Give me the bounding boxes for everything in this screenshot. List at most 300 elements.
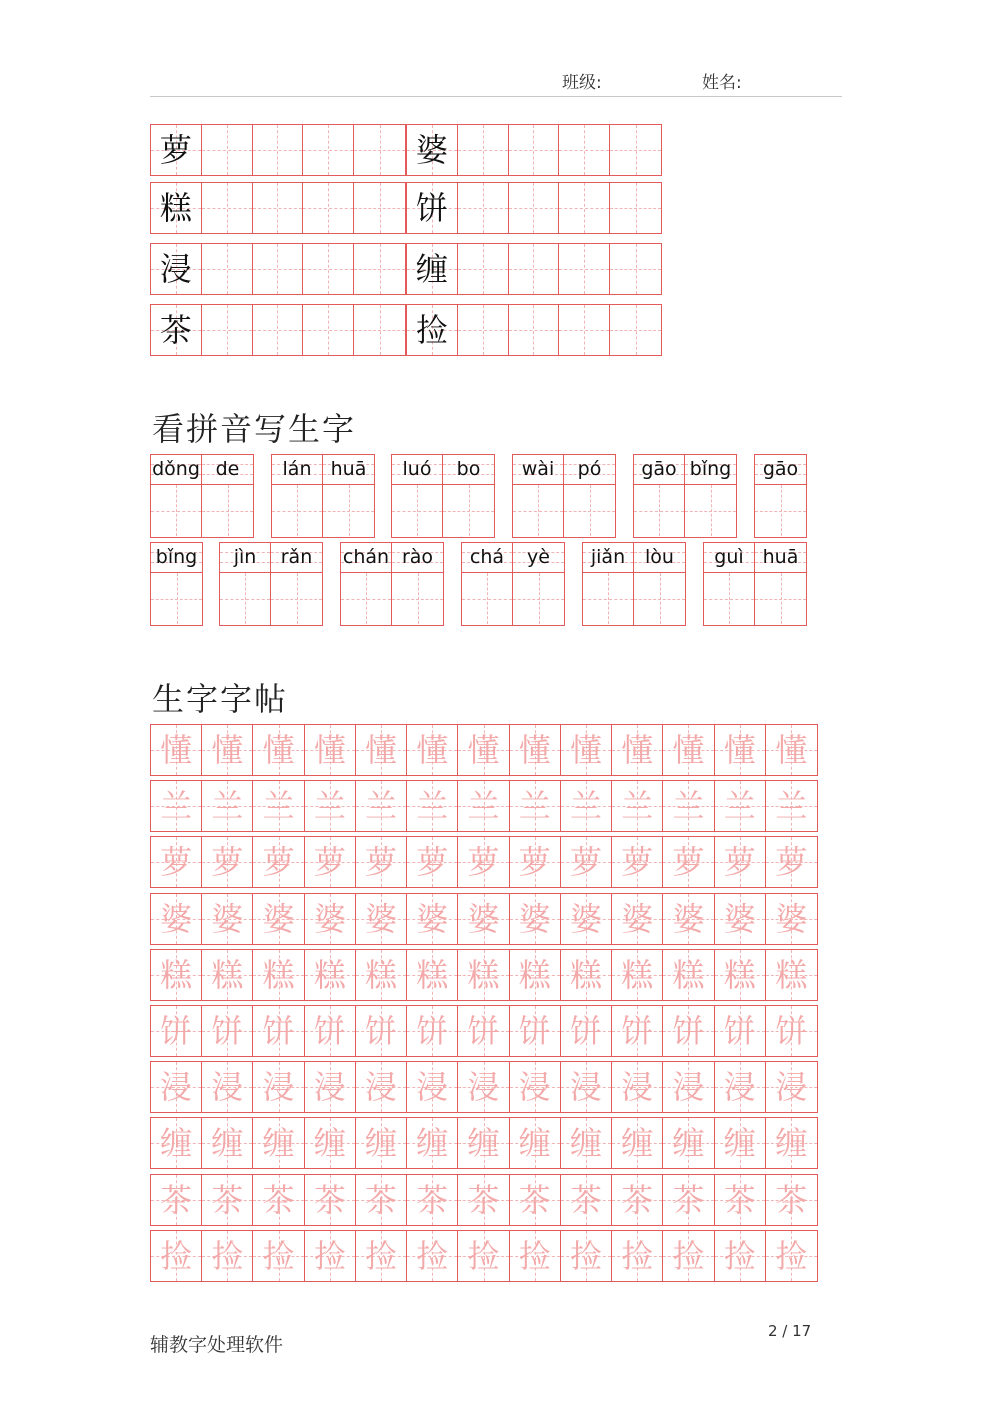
pinyin-syllable: guì <box>714 546 744 568</box>
pinyin-syllable: huā <box>762 546 799 568</box>
copybook-cell[interactable] <box>510 1062 561 1112</box>
copybook-cell[interactable] <box>202 950 253 1000</box>
copybook-cell[interactable] <box>715 1175 766 1225</box>
copybook-cell[interactable] <box>715 725 766 775</box>
pinyin-syllable: wài <box>521 458 555 480</box>
copybook-cell[interactable] <box>356 950 407 1000</box>
answer-cell[interactable] <box>634 485 684 536</box>
answer-cell[interactable] <box>392 573 443 624</box>
tracing-char: 捡 <box>416 1236 449 1275</box>
practice-cell[interactable] <box>509 244 560 294</box>
copybook-cell[interactable] <box>766 837 817 887</box>
pinyin-line <box>564 455 615 485</box>
tracing-char: 饼 <box>262 1012 295 1050</box>
copybook-cell[interactable] <box>151 1062 202 1112</box>
copybook-cell[interactable] <box>561 781 612 831</box>
copybook-cell[interactable] <box>715 894 766 944</box>
copybook-cell[interactable] <box>202 781 253 831</box>
copybook-cell[interactable] <box>202 1231 253 1281</box>
tracing-char: 糕 <box>621 955 654 994</box>
copybook-cell[interactable] <box>151 837 202 887</box>
copybook-cell[interactable] <box>458 894 509 944</box>
tracing-char: 捡 <box>467 1236 500 1275</box>
practice-cell[interactable] <box>458 183 509 233</box>
pinyin-syllable-column <box>685 455 736 537</box>
tracing-char: 懂 <box>262 731 295 769</box>
copybook-cell[interactable] <box>356 1118 407 1168</box>
tracing-char: 缠 <box>160 1124 193 1163</box>
pinyin-syllable-column <box>151 455 202 537</box>
copybook-cell[interactable] <box>151 725 202 775</box>
copybook-cell[interactable] <box>305 894 356 944</box>
answer-cell[interactable] <box>685 485 736 536</box>
copybook-cell[interactable] <box>561 894 612 944</box>
copybook-cell[interactable] <box>612 950 663 1000</box>
pinyin-syllable-column <box>220 543 271 625</box>
copybook-cell[interactable] <box>663 1062 714 1112</box>
copybook-cell[interactable] <box>612 781 663 831</box>
copybook-cell[interactable] <box>253 1006 304 1056</box>
copybook-cell[interactable] <box>151 1231 202 1281</box>
copybook-cell[interactable] <box>151 1118 202 1168</box>
copybook-cell[interactable] <box>151 950 202 1000</box>
tracing-char: 懂 <box>569 731 602 769</box>
tracing-char: 婆 <box>467 899 500 938</box>
tracing-char: 萝 <box>262 843 295 882</box>
copybook-cell[interactable] <box>202 1062 253 1112</box>
copybook-cell[interactable] <box>458 781 509 831</box>
copybook-cell[interactable] <box>766 1118 817 1168</box>
tracing-char: 萝 <box>416 843 449 882</box>
pinyin-syllable: huā <box>330 458 367 480</box>
practice-row <box>150 243 664 295</box>
copybook-cell[interactable] <box>458 1231 509 1281</box>
copybook-cell[interactable] <box>561 950 612 1000</box>
practice-cell[interactable] <box>509 125 560 175</box>
copybook-cell[interactable] <box>561 837 612 887</box>
pinyin-syllable-column <box>704 543 755 625</box>
tracing-char: 饼 <box>160 1012 193 1050</box>
copybook-cell[interactable] <box>202 1006 253 1056</box>
answer-cell[interactable] <box>583 573 633 624</box>
copybook-cell[interactable] <box>510 781 561 831</box>
answer-cell[interactable] <box>151 485 201 536</box>
tracing-char: 浸 <box>416 1068 449 1107</box>
tracing-char: 懂 <box>621 731 654 769</box>
copybook-row <box>150 1174 818 1226</box>
copybook-row <box>150 1117 818 1169</box>
copybook-cell[interactable] <box>407 725 458 775</box>
copybook-cell[interactable] <box>715 950 766 1000</box>
copybook-cell[interactable] <box>407 1231 458 1281</box>
pinyin-word-box <box>271 454 375 538</box>
practice-group-right <box>406 243 662 295</box>
practice-cell[interactable] <box>610 125 661 175</box>
copybook-cell[interactable] <box>715 1062 766 1112</box>
practice-cell[interactable] <box>202 183 253 233</box>
tracing-char: 捡 <box>313 1236 346 1275</box>
tracing-char: 捡 <box>672 1236 705 1275</box>
practice-cell[interactable] <box>458 244 509 294</box>
answer-cell[interactable] <box>392 485 442 536</box>
copybook-cell[interactable] <box>510 1231 561 1281</box>
pinyin-syllable: lòu <box>645 546 674 568</box>
copybook-cell[interactable] <box>715 1118 766 1168</box>
tracing-char: 懂 <box>211 731 244 769</box>
pinyin-word-box <box>703 542 807 626</box>
answer-cell[interactable] <box>634 573 685 624</box>
copybook-cell[interactable] <box>305 1006 356 1056</box>
tracing-char: 萝 <box>518 843 551 882</box>
tracing-char: 茶 <box>569 1180 602 1219</box>
practice-cell[interactable] <box>253 125 304 175</box>
tracing-char: 婆 <box>672 899 705 938</box>
tracing-char: 饼 <box>211 1012 244 1050</box>
copybook-cell[interactable] <box>356 725 407 775</box>
answer-cell[interactable] <box>513 485 563 536</box>
copybook-cell[interactable] <box>458 725 509 775</box>
tracing-char: 饼 <box>365 1012 398 1050</box>
answer-cell[interactable] <box>443 485 494 536</box>
answer-cell[interactable] <box>220 573 270 624</box>
copybook-cell[interactable] <box>356 781 407 831</box>
copybook-cell[interactable] <box>407 950 458 1000</box>
practice-row <box>150 182 664 234</box>
copybook-cell[interactable] <box>407 781 458 831</box>
copybook-cell[interactable] <box>202 1175 253 1225</box>
practice-cell[interactable] <box>354 125 405 175</box>
tracing-char: 缠 <box>518 1124 551 1163</box>
page-header <box>150 62 842 97</box>
tracing-char: 萝 <box>467 843 500 882</box>
answer-cell[interactable] <box>272 485 322 536</box>
copybook-cell[interactable] <box>715 781 766 831</box>
copybook-cell[interactable] <box>356 837 407 887</box>
copybook-cell[interactable] <box>766 894 817 944</box>
tracing-char: 糕 <box>723 955 756 994</box>
pinyin-syllable: gāo <box>762 458 799 480</box>
pinyin-syllable-column <box>513 543 564 625</box>
practice-cell[interactable] <box>559 305 610 355</box>
copybook-cell[interactable] <box>202 837 253 887</box>
copybook-cell[interactable] <box>253 1175 304 1225</box>
copybook-cell[interactable] <box>612 894 663 944</box>
tracing-char: 茶 <box>518 1180 551 1219</box>
copybook-row <box>150 1061 818 1113</box>
tracing-char: 茶 <box>621 1180 654 1219</box>
pinyin-line <box>271 543 322 573</box>
pinyin-syllable: bǐng <box>689 458 732 480</box>
tracing-char: 饼 <box>518 1012 551 1050</box>
practice-cell[interactable] <box>303 244 354 294</box>
copybook-cell[interactable] <box>458 837 509 887</box>
copybook-cell[interactable] <box>663 725 714 775</box>
tracing-char: 缠 <box>313 1124 346 1163</box>
copybook-cell[interactable] <box>510 950 561 1000</box>
answer-cell[interactable] <box>202 485 253 536</box>
copybook-cell[interactable] <box>663 1175 714 1225</box>
tracing-char: 茶 <box>160 1180 193 1219</box>
answer-cell[interactable] <box>755 573 806 624</box>
copybook-cell[interactable] <box>356 1175 407 1225</box>
name-label: 姓名: <box>702 73 742 93</box>
tracing-char: 萝 <box>365 843 398 882</box>
copybook-cell[interactable] <box>458 1118 509 1168</box>
practice-cell[interactable] <box>559 244 610 294</box>
tracing-char: 饼 <box>313 1012 346 1050</box>
copybook-cell[interactable] <box>510 1006 561 1056</box>
tracing-char: 萝 <box>211 843 244 882</box>
copybook-cell[interactable] <box>407 1062 458 1112</box>
practice-group-left <box>150 182 406 234</box>
copybook-cell[interactable] <box>458 1175 509 1225</box>
practice-cell[interactable] <box>509 183 560 233</box>
copybook-cell[interactable] <box>151 894 202 944</box>
tracing-char: 饼 <box>723 1012 756 1050</box>
copybook-cell[interactable] <box>561 725 612 775</box>
copybook-cell[interactable] <box>766 1231 817 1281</box>
tracing-char: 捡 <box>365 1236 398 1275</box>
practice-cell[interactable] <box>458 125 509 175</box>
tracing-char: 萝 <box>621 843 654 882</box>
copybook-cell[interactable] <box>305 1062 356 1112</box>
tracing-char: 萝 <box>672 843 705 882</box>
copybook-cell[interactable] <box>356 894 407 944</box>
practice-cell[interactable] <box>202 244 253 294</box>
copybook-cell[interactable] <box>510 894 561 944</box>
tracing-char: 缠 <box>416 1124 449 1163</box>
practice-cell[interactable] <box>559 125 610 175</box>
copybook-cell[interactable] <box>510 725 561 775</box>
copybook-cell[interactable] <box>253 1231 304 1281</box>
practice-cell[interactable] <box>559 183 610 233</box>
copybook-cell[interactable] <box>305 725 356 775</box>
tracing-char: 捡 <box>621 1236 654 1275</box>
pinyin-syllable-column <box>341 543 392 625</box>
copybook-cell[interactable] <box>612 1006 663 1056</box>
copybook-row <box>150 724 818 776</box>
copybook-cell[interactable] <box>202 894 253 944</box>
tracing-char: 糕 <box>211 955 244 994</box>
copybook-cell[interactable] <box>305 1175 356 1225</box>
pinyin-syllable: bǐng <box>155 546 198 568</box>
answer-cell[interactable] <box>151 573 202 624</box>
copybook-cell[interactable] <box>151 1006 202 1056</box>
practice-char: 浸 <box>159 250 192 288</box>
answer-cell[interactable] <box>271 573 322 624</box>
practice-cell[interactable] <box>509 305 560 355</box>
pinyin-syllable: rǎn <box>280 546 313 568</box>
tracing-char: 萝 <box>313 843 346 882</box>
copybook-cell[interactable] <box>715 837 766 887</box>
copybook-cell[interactable] <box>663 894 714 944</box>
answer-cell[interactable] <box>462 573 512 624</box>
copybook-cell[interactable] <box>766 725 817 775</box>
answer-cell[interactable] <box>564 485 615 536</box>
practice-cell[interactable] <box>354 244 405 294</box>
copybook-cell[interactable] <box>561 1175 612 1225</box>
practice-cell[interactable] <box>354 305 405 355</box>
copybook-cell[interactable] <box>202 725 253 775</box>
copybook-cell[interactable] <box>253 950 304 1000</box>
copybook-cell[interactable] <box>766 950 817 1000</box>
copybook-cell[interactable] <box>510 837 561 887</box>
practice-cell[interactable] <box>610 305 661 355</box>
copybook-cell[interactable] <box>766 1175 817 1225</box>
copybook-cell[interactable] <box>253 1062 304 1112</box>
copybook-cell[interactable] <box>612 1175 663 1225</box>
copybook-cell[interactable] <box>305 1231 356 1281</box>
copybook-cell[interactable] <box>663 1231 714 1281</box>
copybook-cell[interactable] <box>766 781 817 831</box>
copybook-cell[interactable] <box>612 1062 663 1112</box>
copybook-row <box>150 780 818 832</box>
copybook-cell[interactable] <box>561 1231 612 1281</box>
pinyin-line <box>323 455 374 485</box>
tracing-char: 兰 <box>262 787 295 826</box>
copybook-cell[interactable] <box>663 1006 714 1056</box>
tracing-char: 懂 <box>160 731 193 769</box>
practice-cell[interactable] <box>202 305 253 355</box>
copybook-cell[interactable] <box>766 1062 817 1112</box>
copybook-cell[interactable] <box>663 781 714 831</box>
tracing-char: 缠 <box>569 1124 602 1163</box>
tracing-char: 萝 <box>569 843 602 882</box>
answer-cell[interactable] <box>323 485 374 536</box>
copybook-cell[interactable] <box>510 1175 561 1225</box>
practice-cell[interactable] <box>303 183 354 233</box>
copybook-cell[interactable] <box>458 950 509 1000</box>
copybook-cell[interactable] <box>253 725 304 775</box>
copybook-cell[interactable] <box>612 837 663 887</box>
copybook-cell[interactable] <box>305 837 356 887</box>
copybook-cell[interactable] <box>458 1062 509 1112</box>
pinyin-syllable: de <box>215 458 240 480</box>
tracing-char: 茶 <box>262 1180 295 1219</box>
tracing-char: 饼 <box>672 1012 705 1050</box>
practice-cell[interactable] <box>202 125 253 175</box>
tracing-char: 婆 <box>569 899 602 938</box>
tracing-char: 婆 <box>775 899 808 938</box>
copybook-cell[interactable] <box>356 1006 407 1056</box>
copybook-cell[interactable] <box>407 1175 458 1225</box>
answer-cell[interactable] <box>341 573 391 624</box>
copybook-cell[interactable] <box>561 1006 612 1056</box>
tracing-char: 兰 <box>365 787 398 826</box>
tracing-char: 浸 <box>518 1068 551 1107</box>
tracing-char: 缠 <box>672 1124 705 1163</box>
tracing-char: 浸 <box>621 1068 654 1107</box>
practice-group-right <box>406 124 662 176</box>
copybook-cell[interactable] <box>612 1231 663 1281</box>
pinyin-word-box <box>391 454 495 538</box>
pinyin-syllable-column <box>271 543 322 625</box>
practice-row <box>150 124 664 176</box>
pinyin-syllable-column <box>513 455 564 537</box>
copybook-cell[interactable] <box>253 1118 304 1168</box>
tracing-char: 浸 <box>160 1068 193 1107</box>
practice-cell[interactable] <box>458 305 509 355</box>
practice-cell <box>151 244 202 294</box>
copybook-cell[interactable] <box>407 894 458 944</box>
tracing-char: 茶 <box>467 1180 500 1219</box>
practice-cell[interactable] <box>610 244 661 294</box>
copybook-cell[interactable] <box>305 1118 356 1168</box>
tracing-char: 浸 <box>365 1068 398 1107</box>
copybook-cell[interactable] <box>202 1118 253 1168</box>
tracing-char: 糕 <box>416 955 449 994</box>
copybook-cell[interactable] <box>356 1062 407 1112</box>
practice-cell[interactable] <box>253 183 304 233</box>
copybook-cell[interactable] <box>458 1006 509 1056</box>
tracing-char: 兰 <box>569 787 602 826</box>
practice-char: 缠 <box>415 250 448 288</box>
copybook-cell[interactable] <box>663 837 714 887</box>
pinyin-line <box>443 455 494 485</box>
tracing-char: 懂 <box>775 731 808 769</box>
pinyin-word-box <box>340 542 444 626</box>
copybook-cell[interactable] <box>561 1118 612 1168</box>
copybook-cell[interactable] <box>253 781 304 831</box>
pinyin-syllable-column <box>755 455 806 537</box>
copybook-cell[interactable] <box>151 1175 202 1225</box>
copybook-cell[interactable] <box>663 1118 714 1168</box>
copybook-cell[interactable] <box>612 1118 663 1168</box>
copybook-cell[interactable] <box>253 837 304 887</box>
pinyin-word-box <box>633 454 737 538</box>
practice-cell[interactable] <box>303 305 354 355</box>
tracing-char: 浸 <box>672 1068 705 1107</box>
practice-cell[interactable] <box>610 183 661 233</box>
copybook-cell[interactable] <box>407 1006 458 1056</box>
copybook-cell[interactable] <box>253 894 304 944</box>
practice-cell[interactable] <box>253 305 304 355</box>
answer-cell[interactable] <box>513 573 564 624</box>
copybook-cell[interactable] <box>766 1006 817 1056</box>
practice-cell[interactable] <box>303 125 354 175</box>
copybook-cell[interactable] <box>356 1231 407 1281</box>
copybook-cell[interactable] <box>715 1006 766 1056</box>
copybook-cell[interactable] <box>305 950 356 1000</box>
copybook-cell[interactable] <box>305 781 356 831</box>
practice-char: 饼 <box>415 189 448 227</box>
tracing-char: 兰 <box>416 787 449 826</box>
tracing-char: 糕 <box>775 955 808 994</box>
practice-group-right <box>406 304 662 356</box>
practice-char: 茶 <box>159 311 192 349</box>
copybook-cell[interactable] <box>612 725 663 775</box>
tracing-char: 糕 <box>262 955 295 994</box>
practice-cell[interactable] <box>253 244 304 294</box>
copybook-cell[interactable] <box>510 1118 561 1168</box>
answer-cell[interactable] <box>755 485 806 536</box>
copybook-cell[interactable] <box>663 950 714 1000</box>
pinyin-syllable-column <box>755 543 806 625</box>
copybook-cell[interactable] <box>561 1062 612 1112</box>
copybook-cell[interactable] <box>407 1118 458 1168</box>
pinyin-line <box>151 543 202 573</box>
copybook-cell[interactable] <box>715 1231 766 1281</box>
pinyin-syllable-column <box>634 543 685 625</box>
practice-cell[interactable] <box>354 183 405 233</box>
copybook-cell[interactable] <box>407 837 458 887</box>
pinyin-section-title: 看拼音写生字 <box>152 410 357 448</box>
answer-cell[interactable] <box>704 573 754 624</box>
tracing-char: 捡 <box>775 1236 808 1275</box>
tracing-char: 糕 <box>160 955 193 994</box>
copybook-cell[interactable] <box>151 781 202 831</box>
practice-char: 萝 <box>159 131 192 169</box>
